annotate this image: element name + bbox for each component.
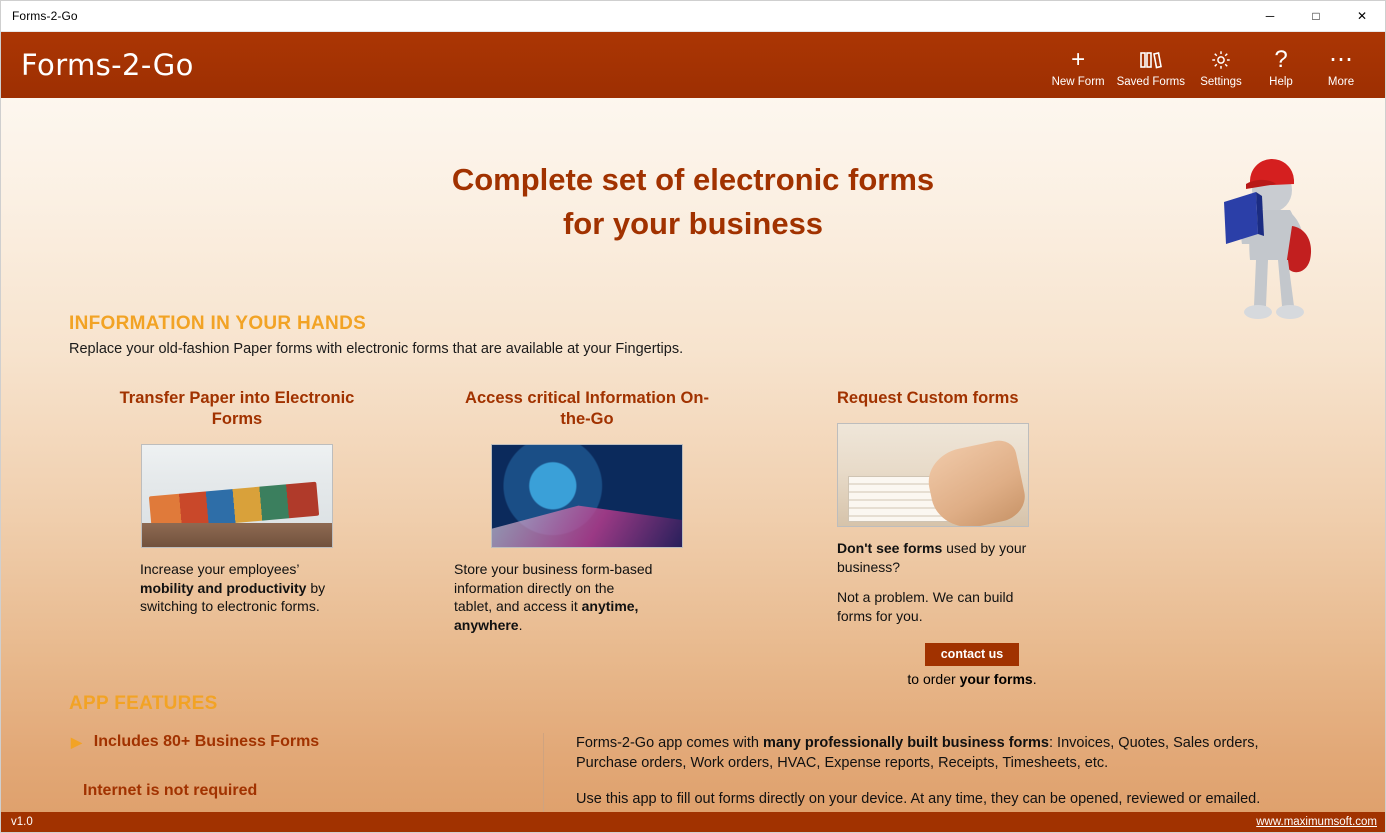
features-paragraph-1 — [576, 733, 1284, 773]
help-button[interactable] — [1251, 43, 1311, 88]
app-brand-title: Forms-2-Go — [21, 47, 194, 82]
column-3-heading: Request Custom forms — [837, 389, 1019, 407]
plus-icon: + — [1071, 45, 1086, 73]
features-paragraph-2: Use this app to fill out forms directly on your device. At any time, they can be opened, reviewed or emailed. — [576, 791, 1261, 807]
main-content — [1, 98, 1385, 812]
new-form-label: New Form — [1051, 75, 1105, 88]
new-form-button[interactable] — [1046, 43, 1111, 88]
app-features-title: APP FEATURES — [69, 693, 218, 714]
contact-footer-part-2: . — [1032, 671, 1037, 687]
more-button[interactable] — [1311, 43, 1371, 88]
feature-item-forms-count-label: Includes 80+ Business Forms — [93, 733, 320, 750]
column-2-body-part-1: Store your business form-based information directly on the tablet, and access it — [454, 561, 653, 614]
column-1-body-bold: mobility and productivity — [140, 579, 307, 596]
features-paragraph-1-bold: many professionally built business forms — [762, 735, 1049, 751]
settings-button[interactable] — [1191, 43, 1251, 88]
settings-label: Settings — [1200, 75, 1242, 88]
column-2-body — [454, 560, 654, 634]
column-1-body — [140, 560, 340, 616]
feature-item-no-internet-label: Internet is not required — [83, 782, 258, 799]
column-3-image — [837, 423, 1029, 527]
headline-line-1: Complete set of electronic forms — [451, 162, 935, 197]
feature-item-no-internet — [69, 782, 529, 800]
feature-columns — [69, 388, 1149, 718]
headline-line-2: for your business — [562, 206, 824, 241]
column-3-body-2: Not a problem. We can build forms for you. — [837, 589, 1014, 624]
column-2-body-bold: anytime, anywhere — [454, 598, 639, 633]
column-1-heading: Transfer Paper into Electronic Forms — [119, 389, 355, 428]
information-section-title: INFORMATION IN YOUR HANDS — [69, 313, 367, 334]
window-title: Forms-2-Go — [12, 9, 78, 23]
gear-icon — [1210, 45, 1232, 75]
app-features-list — [69, 733, 544, 812]
contact-footer-bold: your forms — [959, 671, 1033, 687]
app-features-description — [544, 733, 1284, 812]
minimize-icon[interactable]: ─ — [1265, 9, 1275, 23]
features-paragraph-1-part-b: : Invoices, Quotes, Sales orders, Purchase orders, Work orders, HVAC, Expense reports, Receipts, Timesheets, etc. — [576, 735, 1259, 771]
question-icon: ? — [1274, 45, 1288, 73]
command-bar — [1046, 43, 1371, 88]
column-1-image — [141, 444, 333, 548]
column-3-body-1 — [837, 539, 1032, 576]
app-features-body — [69, 733, 1319, 812]
column-2-body-part-2: . — [518, 616, 523, 633]
help-label: Help — [1269, 75, 1293, 88]
column-3-body-bold: Don't see forms — [837, 540, 943, 556]
saved-forms-label: Saved Forms — [1116, 75, 1185, 88]
app-features-section — [69, 693, 1319, 812]
website-link[interactable]: www.maximumsoft.com — [1256, 816, 1377, 828]
saved-forms-button[interactable] — [1111, 43, 1191, 88]
column-2-image — [491, 444, 683, 548]
maximize-icon[interactable]: □ — [1312, 9, 1320, 23]
column-3-body-part-1: used by your business? — [837, 540, 1027, 575]
column-1-body-part-1: Increase your employees’ — [140, 561, 300, 577]
window-title-bar — [1, 1, 1385, 32]
triangle-bullet-icon: ▶ — [71, 734, 82, 750]
contact-footer-text — [837, 671, 1107, 687]
information-section-text: Replace your old-fashion Paper forms with electronic forms that are available at your Fingertips. — [69, 341, 684, 357]
ellipsis-icon: ⋯ — [1329, 45, 1353, 73]
books-icon — [1139, 45, 1163, 75]
feature-column-access-info — [452, 388, 722, 634]
close-icon[interactable]: ✕ — [1356, 9, 1368, 23]
column-1-body-part-2: by switching to electronic forms. — [140, 579, 326, 614]
feature-column-custom-forms — [837, 388, 1107, 687]
features-paragraph-1-part-a: Forms-2-Go app comes with — [576, 735, 763, 751]
page-title — [1, 98, 1385, 246]
status-bar — [1, 812, 1385, 832]
feature-item-forms-count — [69, 733, 529, 752]
contact-footer-part-1: to order — [907, 671, 960, 687]
information-section — [69, 313, 1069, 357]
app-header-bar — [1, 32, 1385, 98]
more-label: More — [1327, 75, 1355, 88]
column-2-heading: Access critical Information On-the-Go — [465, 389, 709, 428]
mascot-illustration — [1210, 148, 1330, 338]
feature-column-transfer-paper — [102, 388, 372, 616]
version-label: v1.0 — [11, 816, 33, 828]
contact-us-button[interactable]: contact us — [925, 643, 1020, 666]
